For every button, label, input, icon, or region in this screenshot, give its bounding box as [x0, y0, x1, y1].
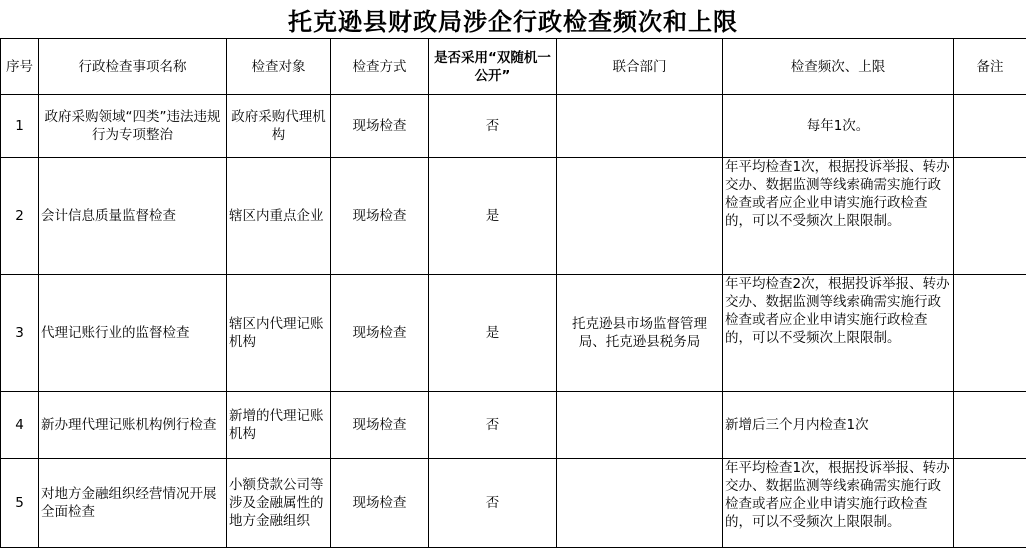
cell-target: 新增的代理记账机构: [227, 392, 331, 459]
cell-seq: 2: [1, 158, 39, 275]
cell-target: 政府采购代理机构: [227, 95, 331, 158]
cell-freq: 新增后三个月内检查1次: [723, 392, 954, 459]
cell-note: [954, 459, 1026, 548]
table-row: [1, 158, 1026, 275]
cell-freq: 年平均检查1次，根据投诉举报、转办交办、数据监测等线索确需实施行政检查或者应企业申请实施行政检查的，可以不受频次上限限制。: [723, 459, 954, 548]
cell-method: 现场检查: [331, 158, 429, 275]
cell-target: 辖区内重点企业: [227, 158, 331, 275]
cell-item: 代理记账行业的监督检查: [39, 275, 227, 392]
cell-note: [954, 275, 1026, 392]
table-row: [1, 392, 1026, 459]
cell-dept: [557, 392, 723, 459]
cell-seq: 3: [1, 275, 39, 392]
cell-seq: 4: [1, 392, 39, 459]
header-target: 检查对象: [227, 39, 331, 95]
cell-target: 小额贷款公司等涉及金融属性的地方金融组织: [227, 459, 331, 548]
cell-method: 现场检查: [331, 392, 429, 459]
header-item: 行政检查事项名称: [39, 39, 227, 95]
cell-dept: [557, 459, 723, 548]
cell-method: 现场检查: [331, 275, 429, 392]
cell-note: [954, 95, 1026, 158]
cell-dept: [557, 158, 723, 275]
header-seq: 序号: [1, 39, 39, 95]
cell-random: 否: [429, 392, 557, 459]
cell-item: 政府采购领域“四类”违法违规行为专项整治: [39, 95, 227, 158]
header-method: 检查方式: [331, 39, 429, 95]
cell-random: 否: [429, 95, 557, 158]
cell-random: 否: [429, 459, 557, 548]
cell-dept: [557, 95, 723, 158]
cell-note: [954, 392, 1026, 459]
inspection-table: [0, 38, 1026, 548]
cell-method: 现场检查: [331, 459, 429, 548]
cell-target: 辖区内代理记账机构: [227, 275, 331, 392]
table-row: [1, 459, 1026, 548]
cell-item: 新办理代理记账机构例行检查: [39, 392, 227, 459]
cell-item: 会计信息质量监督检查: [39, 158, 227, 275]
cell-freq: 每年1次。: [723, 95, 954, 158]
cell-random: 是: [429, 275, 557, 392]
cell-method: 现场检查: [331, 95, 429, 158]
header-freq: 检查频次、上限: [723, 39, 954, 95]
table-row: [1, 95, 1026, 158]
cell-random: 是: [429, 158, 557, 275]
header-random: 是否采用“双随机一公开”: [429, 39, 557, 95]
cell-seq: 1: [1, 95, 39, 158]
cell-freq: 年平均检查2次，根据投诉举报、转办交办、数据监测等线索确需实施行政检查或者应企业申请实施行政检查的，可以不受频次上限限制。: [723, 275, 954, 392]
cell-seq: 5: [1, 459, 39, 548]
cell-freq: 年平均检查1次，根据投诉举报、转办交办、数据监测等线索确需实施行政检查或者应企业申请实施行政检查的，可以不受频次上限限制。: [723, 158, 954, 275]
table-row: [1, 275, 1026, 392]
header-note: 备注: [954, 39, 1026, 95]
header-row: [1, 39, 1026, 95]
cell-note: [954, 158, 1026, 275]
page-title: 托克逊县财政局涉企行政检查频次和上限: [288, 6, 738, 36]
header-dept: 联合部门: [557, 39, 723, 95]
cell-item: 对地方金融组织经营情况开展全面检查: [39, 459, 227, 548]
cell-dept: 托克逊县市场监督管理局、托克逊县税务局: [557, 275, 723, 392]
